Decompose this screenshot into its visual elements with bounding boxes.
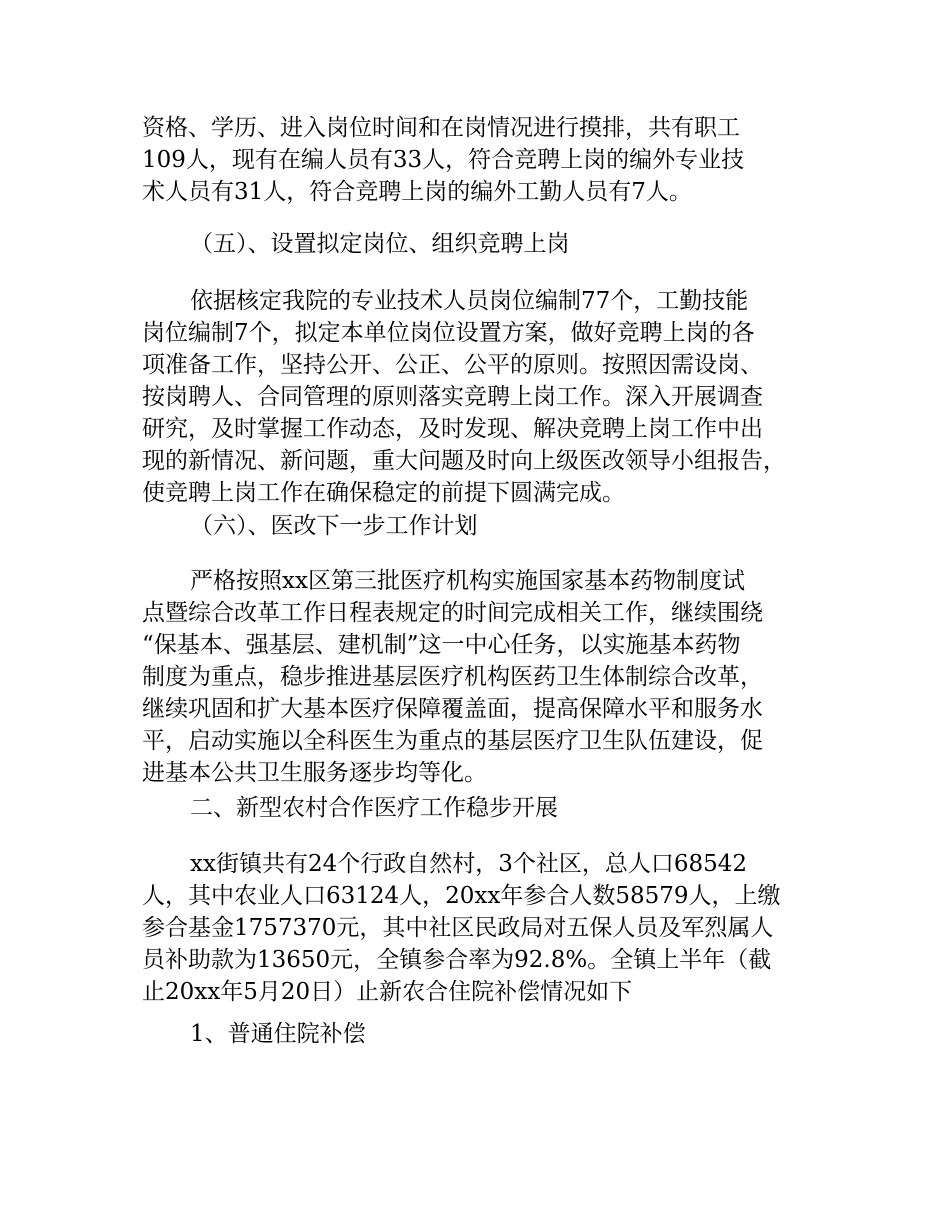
text-line: 岗位编制7个，拟定本单位岗位设置方案，做好竞聘上岗的各 [142, 320, 755, 346]
text-line: 使竞聘上岗工作在确保稳定的前提下圆满完成。 [142, 480, 625, 506]
heading-text: 二、新型农村合作医疗工作稳步开展 [190, 795, 558, 821]
paragraph-staff-count [142, 112, 822, 208]
text-line: 依据核定我院的专业技术人员岗位编制77个，工勤技能 [190, 288, 749, 314]
text-line: 资格、学历、进入岗位时间和在岗情况进行摸排，共有职工 [142, 115, 740, 141]
text-line: “保基本、强基层、建机制”这一中心任务，以实施基本药物 [142, 632, 741, 658]
text-line: 术人员有31人，符合竞聘上岗的编外工勤人员有7人。 [142, 179, 692, 205]
text-line: 严格按照xx区第三批医疗机构实施国家基本药物制度试 [190, 568, 745, 594]
heading-text: （五）、设置拟定岗位、组织竞聘上岗 [190, 231, 570, 257]
text-line: 项准备工作，坚持公开、公正、公平的原则。按照因需设岗、 [142, 352, 763, 378]
text-line: 止20xx年5月20日）止新农合住院补偿情况如下 [142, 979, 633, 1005]
text-line: 人，其中农业人口63124人，20xx年参合人数58579人，上缴 [142, 883, 781, 909]
text-line: 员补助款为13650元，全镇参合率为92.8%。全镇上半年（截 [142, 947, 772, 973]
heading-text: （六）、医改下一步工作计划 [190, 513, 478, 539]
text-line: 点暨综合改革工作日程表规定的时间完成相关工作，继续围绕 [142, 600, 763, 626]
paragraph-next-plan [142, 565, 822, 789]
paragraph-cooperative-medical [142, 848, 822, 1008]
text-line: 研究，及时掌握工作动态，及时发现、解决竞聘上岗工作中出 [142, 416, 763, 442]
text-line: 现的新情况、新问题，重大问题及时向上级医改领导小组报告， [142, 448, 786, 474]
section-heading-5 [142, 228, 822, 260]
text-line: 平，启动实施以全科医生为重点的基层医疗卫生队伍建设，促 [142, 728, 763, 754]
text-line: 进基本公共卫生服务逐步均等化。 [142, 760, 487, 786]
heading-text: 1、普通住院补偿 [190, 1021, 366, 1047]
section-heading-1 [142, 1018, 822, 1050]
text-line: 109人，现有在编人员有33人，符合竞聘上岗的编外专业技 [142, 147, 745, 173]
section-heading-6 [142, 510, 822, 542]
section-heading-2 [142, 792, 822, 824]
text-line: 继续巩固和扩大基本医疗保障覆盖面，提高保障水平和服务水 [142, 696, 763, 722]
text-line: 制度为重点，稳步推进基层医疗机构医药卫生体制综合改革， [142, 664, 763, 690]
text-line: 按岗聘人、合同管理的原则落实竞聘上岗工作。深入开展调查 [142, 384, 763, 410]
text-line: 参合基金1757370元，其中社区民政局对五保人员及军烈属人 [142, 915, 774, 941]
paragraph-positions [142, 285, 822, 509]
text-line: xx街镇共有24个行政自然村，3个社区，总人口68542 [190, 851, 748, 877]
